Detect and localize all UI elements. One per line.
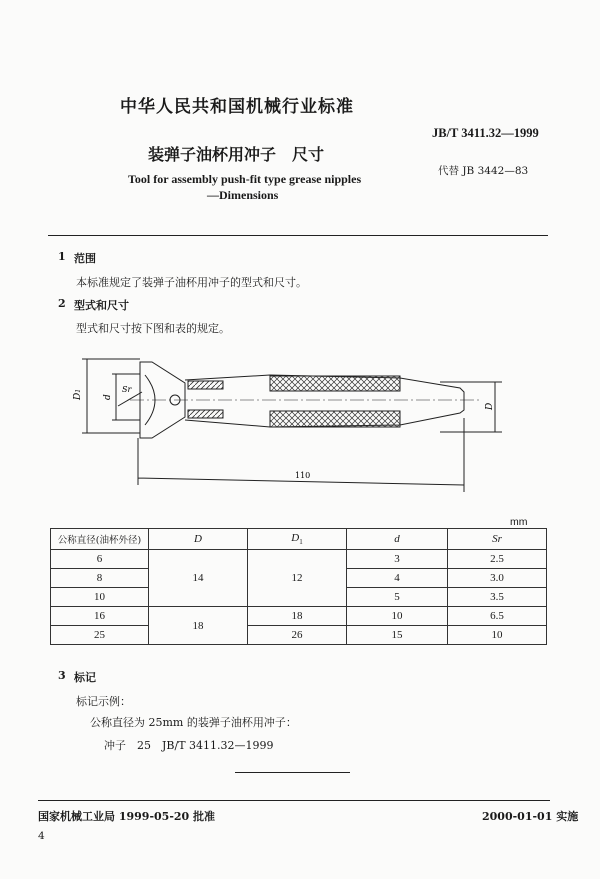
- page-number: 4: [38, 830, 45, 842]
- header-D: D: [149, 529, 248, 550]
- cell-nominal: 6: [51, 550, 149, 569]
- cell-Sr: 2.5: [448, 550, 547, 569]
- dim-label-Sr: Sr: [122, 385, 132, 394]
- table-row: [51, 550, 547, 569]
- header-divider: [48, 235, 548, 236]
- cell-d: 4: [347, 569, 448, 588]
- footer-divider: [38, 800, 550, 801]
- cell-D1: 26: [248, 626, 347, 645]
- standard-number: JB/T 3411.32—1999: [432, 126, 539, 140]
- replaces-note: 代替 JB 3442—83: [438, 165, 529, 177]
- header-D1: $D_1$: [248, 529, 347, 550]
- dim-label-D1: D1: [73, 388, 83, 400]
- marking-example-mark: 冲子 25 JB/T 3411.32—1999: [104, 739, 274, 752]
- marking-example-desc: 公称直径为 25mm 的装弹子油杯用冲子：: [90, 716, 297, 729]
- cell-d: 3: [347, 550, 448, 569]
- section-3-title: 标记: [74, 671, 96, 684]
- section-1-number: 1: [58, 250, 66, 263]
- section-1-text: 本标准规定了装弹子油杯用冲子的型式和尺寸。: [76, 276, 307, 289]
- dimensions-table: [50, 528, 547, 645]
- document-title-en-2: —Dimensions: [207, 188, 279, 202]
- cell-d: 10: [347, 607, 448, 626]
- effective-date: 2000-01-01 实施: [482, 810, 579, 823]
- cell-D1: 18: [248, 607, 347, 626]
- cell-nominal: 25: [51, 626, 149, 645]
- cell-Sr: 10: [448, 626, 547, 645]
- cell-nominal: 16: [51, 607, 149, 626]
- end-rule: [235, 772, 350, 773]
- document-title-en: Tool for assembly push-fit type grease nipples: [128, 172, 362, 186]
- cell-Sr: 3.5: [448, 588, 547, 607]
- section-3-number: 3: [58, 669, 66, 682]
- header-Sr: Sr: [448, 529, 547, 550]
- punch-drawing: [40, 340, 560, 500]
- cell-nominal: 8: [51, 569, 149, 588]
- header-nominal: 公称直径(油杯外径): [51, 529, 149, 550]
- cell-D: 14: [149, 550, 248, 607]
- table-row: [51, 626, 547, 645]
- table-row: [51, 607, 547, 626]
- cell-D: 18: [149, 607, 248, 645]
- section-2-title: 型式和尺寸: [74, 299, 129, 312]
- table-header-row: [51, 529, 547, 550]
- standard-category-title: 中华人民共和国机械行业标准: [120, 97, 354, 117]
- cell-Sr: 6.5: [448, 607, 547, 626]
- section-2-number: 2: [58, 297, 66, 310]
- approval-note: 国家机械工业局 1999-05-20 批准: [38, 810, 216, 823]
- header-d: d: [347, 529, 448, 550]
- cell-d: 5: [347, 588, 448, 607]
- section-2-text: 型式和尺寸按下图和表的规定。: [76, 322, 230, 335]
- document-title-zh: 装弹子油杯用冲子 尺寸: [148, 145, 325, 164]
- marking-example-label: 标记示例：: [76, 695, 131, 708]
- cell-d: 15: [347, 626, 448, 645]
- dim-label-d: d: [103, 394, 113, 400]
- section-1-title: 范围: [74, 252, 96, 265]
- table-unit: mm: [510, 516, 528, 528]
- dim-label-length: 110: [295, 471, 311, 480]
- cell-Sr: 3.0: [448, 569, 547, 588]
- cell-nominal: 10: [51, 588, 149, 607]
- dim-label-D: D: [485, 402, 495, 410]
- cell-D1: 12: [248, 550, 347, 607]
